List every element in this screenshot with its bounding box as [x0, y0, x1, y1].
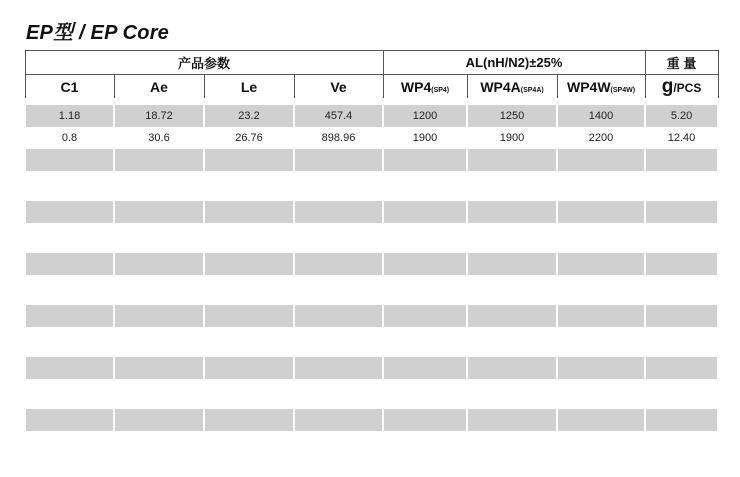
empty-row	[25, 253, 718, 275]
empty-row	[25, 409, 718, 431]
empty-row	[25, 305, 718, 327]
col-weight-unit-header	[645, 75, 718, 102]
col-wp4-sub: (SP4)	[431, 86, 450, 94]
cell: 23.2	[204, 102, 294, 128]
col-ve-header: Ve	[294, 75, 383, 102]
empty-row	[25, 201, 718, 223]
cell: 1900	[467, 127, 557, 149]
empty-row	[25, 357, 718, 379]
empty-row	[25, 327, 718, 357]
table-row	[25, 127, 718, 149]
column-header-row	[25, 75, 718, 102]
cell: 12.40	[645, 127, 718, 149]
col-wp4-main: WP4	[400, 78, 432, 95]
unit-pcs: /PCS	[673, 80, 702, 95]
col-wp4a-header	[467, 75, 557, 102]
cell: 1900	[383, 127, 467, 149]
cell: 0.8	[25, 127, 114, 149]
cell: 898.96	[294, 127, 383, 149]
col-wp4-header	[383, 75, 467, 102]
unit-g: g	[661, 75, 674, 97]
col-wp4w-main: WP4W	[566, 78, 611, 95]
empty-row	[25, 275, 718, 305]
cell: 1250	[467, 102, 557, 128]
group-al-header: AL(nH/N2)±25%	[383, 51, 645, 75]
table-row	[25, 102, 718, 128]
col-wp4a-main: WP4A	[480, 78, 521, 95]
group-header-row	[25, 51, 718, 75]
empty-row	[25, 149, 718, 171]
empty-row	[25, 379, 718, 409]
cell: 1200	[383, 102, 467, 128]
cell: 457.4	[294, 102, 383, 128]
col-c1-header: C1	[25, 75, 114, 102]
col-wp4a-sub: (SP4A)	[520, 86, 544, 94]
cell: 2200	[557, 127, 645, 149]
empty-row	[25, 171, 718, 201]
cell: 18.72	[114, 102, 204, 128]
col-le-header: Le	[204, 75, 294, 102]
spec-table	[24, 50, 719, 431]
cell: 1400	[557, 102, 645, 128]
col-wp4w-sub: (SP4W)	[610, 86, 636, 94]
group-params-header: 产品参数	[25, 51, 383, 75]
col-wp4w-header	[557, 75, 645, 102]
cell: 26.76	[204, 127, 294, 149]
cell: 5.20	[645, 102, 718, 128]
cell: 1.18	[25, 102, 114, 128]
empty-row	[25, 223, 718, 253]
group-weight-header: 重 量	[645, 51, 718, 75]
page-title: EP型 / EP Core	[26, 22, 170, 44]
cell: 30.6	[114, 127, 204, 149]
col-ae-header: Ae	[114, 75, 204, 102]
